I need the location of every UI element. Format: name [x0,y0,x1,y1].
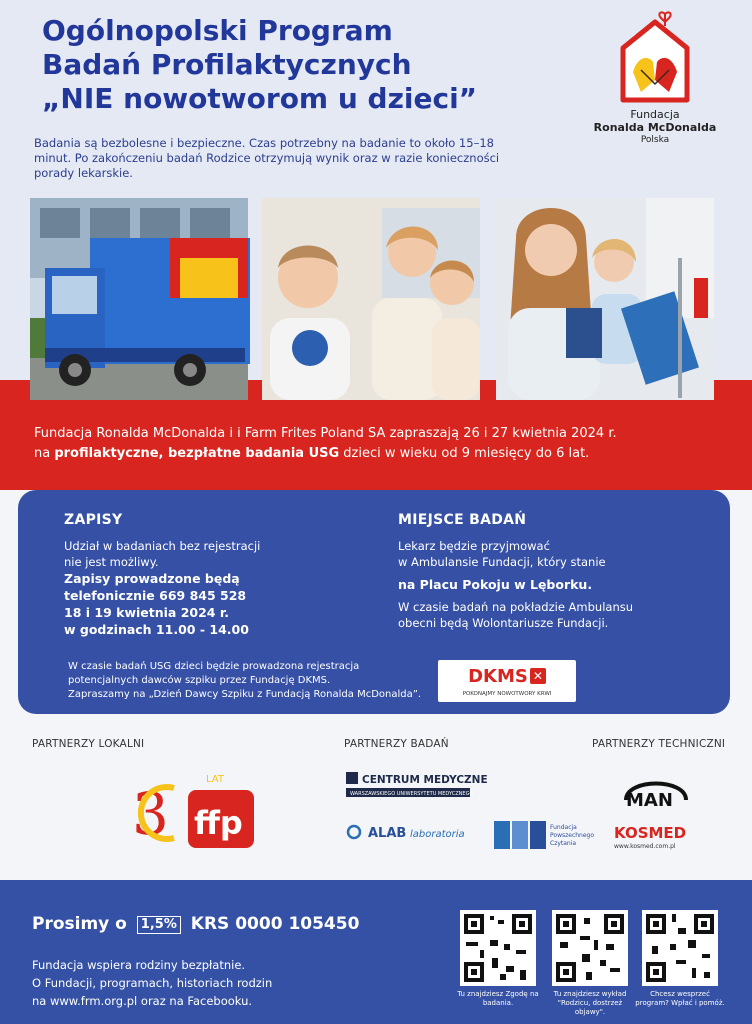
zapisy-phone: telefonicznie 669 845 528 [64,588,247,603]
info-card [18,490,730,714]
krs-number: KRS 0000 105450 [190,914,360,934]
kosmed-url: www.kosmed.com.pl [614,843,676,850]
frm-house-icon [615,10,695,106]
miejsce-text-4: obecni będą Wolontariusze Fundacji. [398,616,609,630]
zapisy-dates: 18 i 19 kwietnia 2024 r. [64,605,229,620]
intro-text: Badania są bezbolesne i bezpieczne. Czas potrzebny na badanie to około 15–18 minut. Po zakończeniu badań Rodzice otrzymują wynik oraz w razie konieczności porady lekarskie. [34,136,500,180]
alab-logo [346,820,472,848]
dkms-note-3: Zapraszamy na „Dzień Dawcy Szpiku z Fundacją Ronalda McDonalda”. [68,689,422,700]
zapisy-hours: w godzinach 11.00 - 14.00 [64,622,249,637]
centrum-medyczne-logo [346,772,488,800]
doctor-photo [496,198,714,400]
title-line-2: Badań Profilaktycznych [42,48,412,81]
alab-sub: laboratoria [410,829,465,840]
dkms-logo-sub: POKONAJMY NOWOTWORY KRWI [462,691,552,697]
footer-line-1: Fundacja wspiera rodziny bezpłatnie. [32,958,246,972]
zapisy-text-1: Udział w badaniach bez rejestracji [64,539,261,553]
frm-logo-line-3: Polska [640,135,670,145]
lat30-lat: LAT [206,774,224,785]
cm-logo-top: CENTRUM MEDYCZNE [362,774,488,786]
ffo-line-2: Powszechnego [550,832,595,839]
children-photo [262,198,480,400]
invitation-line-2-pre: na [34,446,55,461]
frm-logo-line-1: Fundacja [630,108,680,121]
zapisy-section [64,512,364,638]
qr-caption-lecture: Tu znajdziesz wykład "Rodzicu, dostrzeż objawy". [553,990,627,1016]
miejsce-section [398,512,718,631]
prosimy-label: Prosimy o [32,914,127,934]
cm-logo-sub: WARSZAWSKIEGO UNIWERSYTETU MEDYCZNEGO [350,791,474,797]
miejsce-heading: MIEJSCE BADAŃ [398,512,527,528]
footer-text [32,956,362,1010]
partners-local-label: PARTNERZY LOKALNI [32,738,145,750]
zapisy-text-2: nie jest możliwy. [64,555,159,569]
dkms-note-1: W czasie badań USG dzieci będzie prowadzona rejestracja [68,661,360,672]
title-line-1: Ogólnopolski Program [42,14,393,47]
invitation-line-1: Fundacja Ronalda McDonalda i i Farm Frites Poland SA zapraszają 26 i 27 kwietnia 2024 r. [34,426,617,441]
qr-code-lecture[interactable] [552,910,628,986]
percent-badge: 1,5% [137,916,181,934]
invitation-highlight: profilaktyczne, bezpłatne badania USG [54,446,340,461]
dkms-logo [438,660,576,702]
dkms-note [68,660,438,702]
dkms-note-2: potencjalnych dawców szpiku przez Fundację DKMS. [68,675,331,686]
lat30-ffp: ffp [194,804,243,842]
qr-caption-consent: Tu znajdziesz Zgodę na badania. [457,990,539,1007]
qr-caption-donate: Chcesz wesprzeć program? Wpłać i pomóż. [635,990,725,1007]
zapisy-heading: ZAPISY [64,512,123,528]
invitation-text [34,424,734,464]
lat30-number: 3 [132,780,169,848]
dkms-logo-text: DKMS [468,666,528,687]
invitation-line-2-post: dzieci w wieku od 9 miesięcy do 6 lat. [339,446,590,461]
miejsce-text-1: Lekarz będzie przyjmować [398,539,550,553]
qr-code-donate[interactable] [642,910,718,986]
man-logo-text: MAN [626,790,673,811]
dkms-x-icon: ✕ [530,668,546,684]
partners-technical-label: PARTNERZY TECHNICZNI [592,738,726,750]
man-logo [620,770,692,810]
title-line-3: „NIE nowotworom u dzieci” [42,82,478,115]
prosimy-line [32,914,359,934]
frm-logo [590,10,720,160]
footer-line-2: O Fundacji, programach, historiach rodzin [32,976,273,990]
page-title [42,14,582,116]
invitation-line-2 [34,444,734,464]
footer-line-3: na www.frm.org.pl oraz na Facebooku. [32,994,253,1008]
footer [0,880,752,1024]
alab-main: ALAB [368,826,407,841]
partners-research-label: PARTNERZY BADAŃ [344,738,449,750]
ffo-line-3: Czytania [550,840,577,847]
ambulance-photo [30,198,248,400]
ffp-30-lat-logo [132,768,272,858]
miejsce-text-2: w Ambulansie Fundacji, który stanie [398,555,606,569]
miejsce-text-3: W czasie badań na pokładzie Ambulansu [398,600,634,614]
kosmed-logo-text: KOSMED [614,824,687,842]
miejsce-location: na Placu Pokoju w Lęborku. [398,577,593,592]
ffo-line-1: Fundacja [550,824,577,831]
kosmed-logo [612,822,712,852]
fundacja-powszechnego-czytania-logo [494,815,594,855]
frm-logo-line-2: Ronalda McDonalda [593,121,717,134]
qr-code-consent[interactable] [460,910,536,986]
zapisy-bold-1: Zapisy prowadzone będą [64,571,240,586]
